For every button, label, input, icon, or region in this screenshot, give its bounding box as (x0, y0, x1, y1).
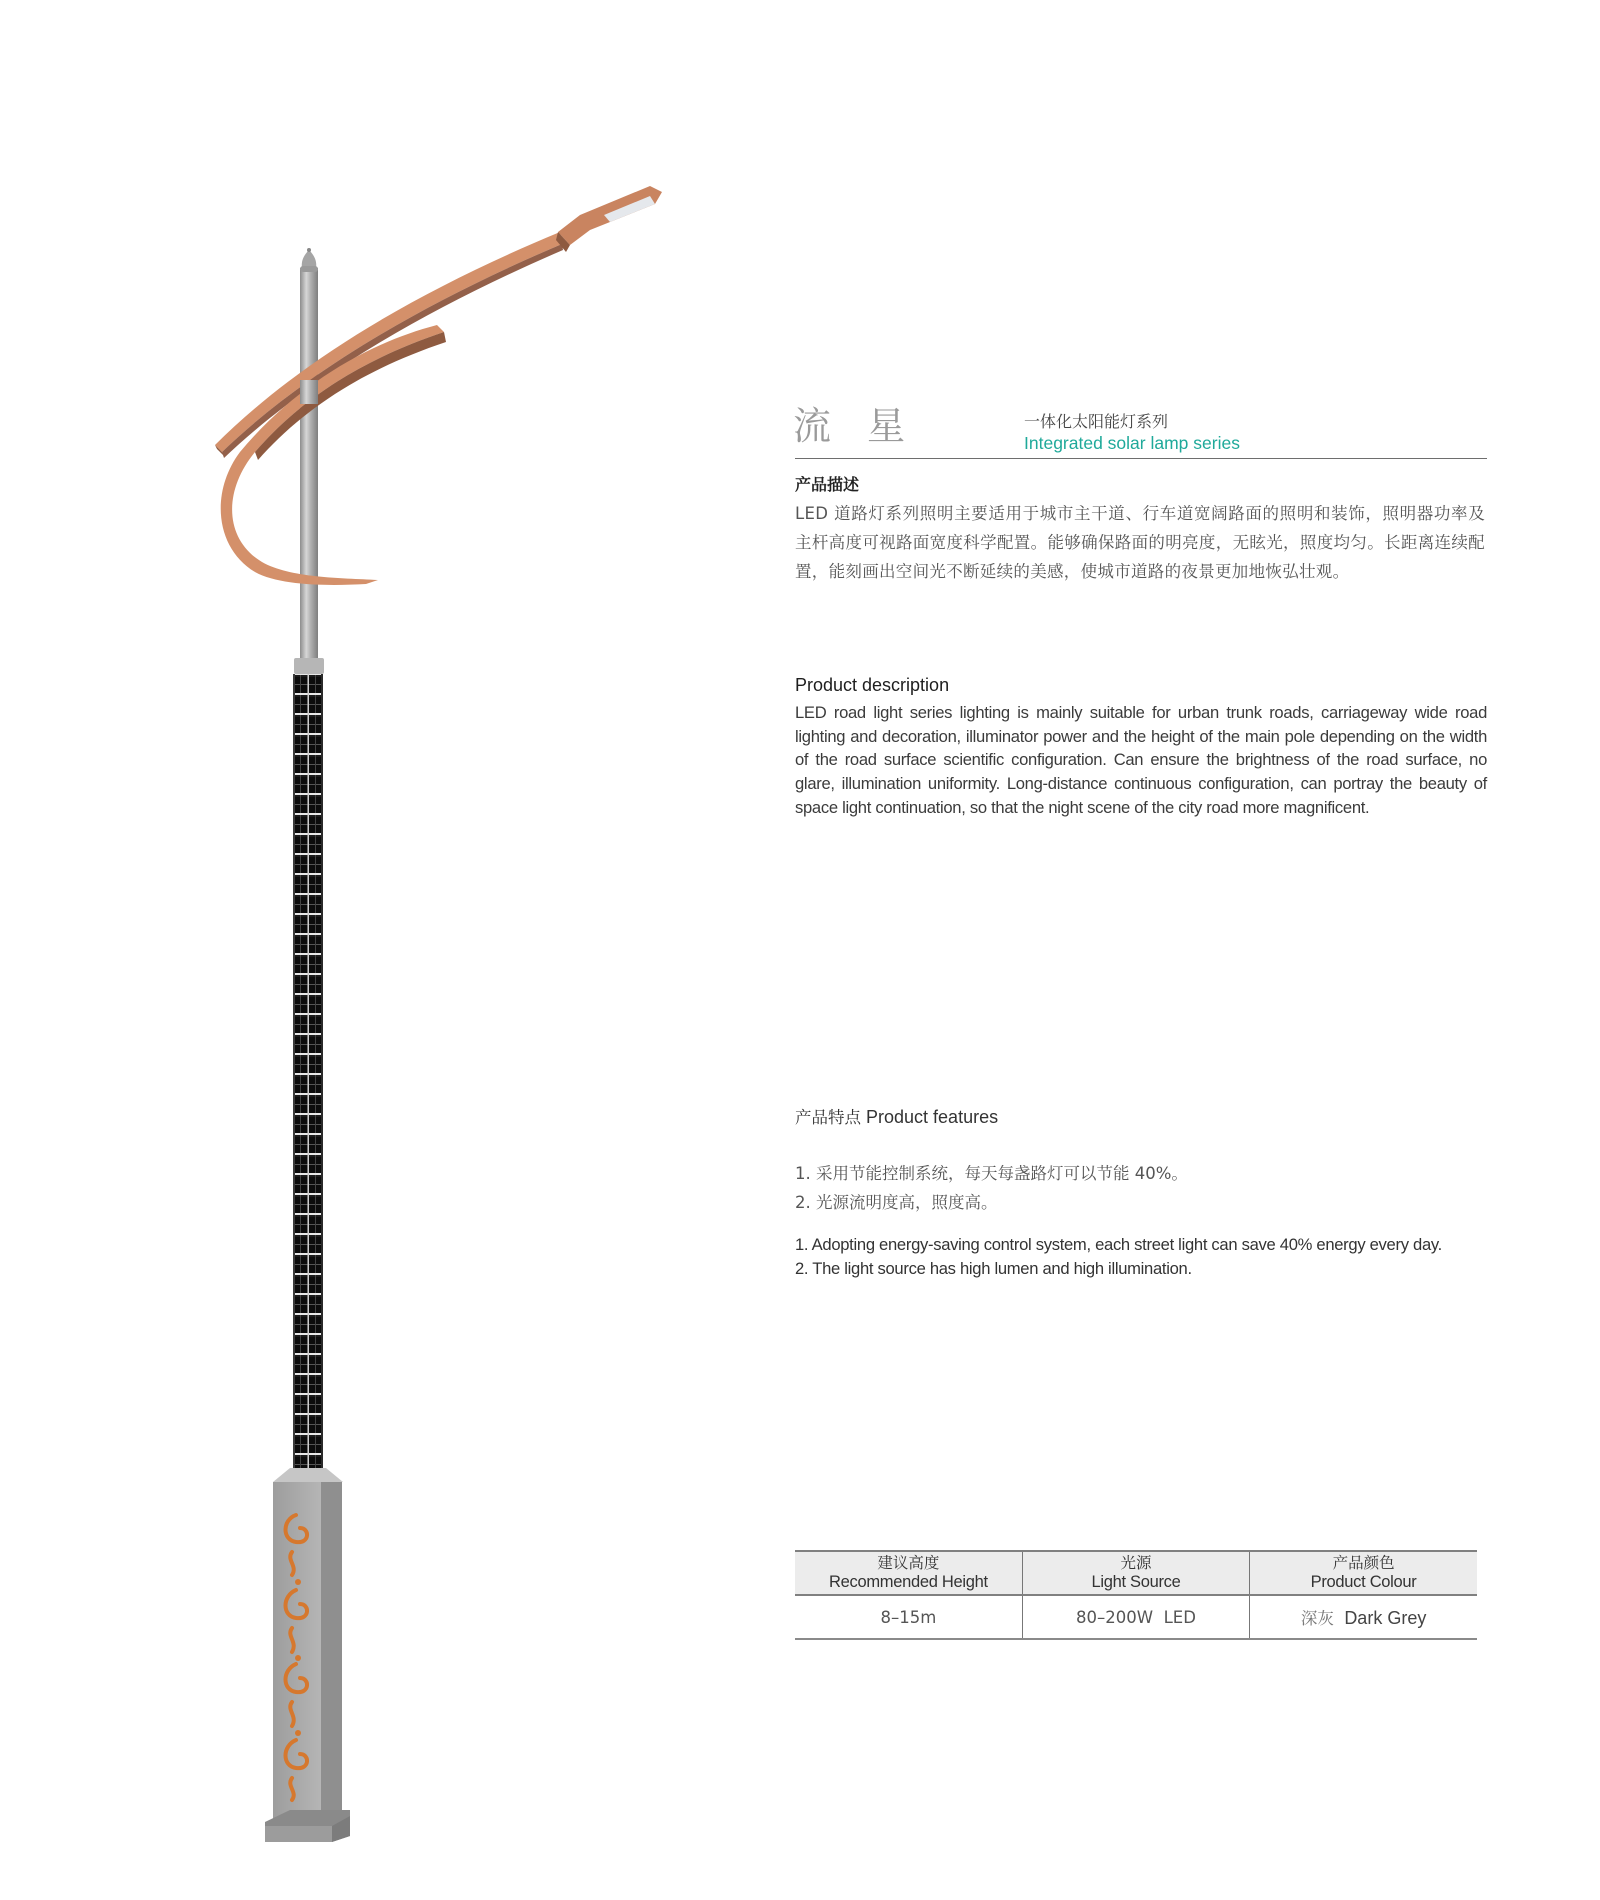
header-divider (795, 458, 1487, 459)
description-heading-en: Product description (795, 675, 950, 695)
column-header-en: Product Colour (1310, 1573, 1417, 1591)
table-row (795, 1595, 1477, 1639)
features-heading (795, 1106, 998, 1129)
pole-collar (294, 658, 324, 674)
column-header-cn: 建议高度 (877, 1554, 940, 1572)
features-heading-en: Product features (866, 1107, 999, 1127)
column-header-colour (1250, 1551, 1477, 1595)
cell-colour (1250, 1595, 1477, 1639)
column-header-en: Recommended Height (829, 1573, 988, 1591)
feature-item-cn: 1. 采用节能控制系统，每天每盏路灯可以节能 40%。 (795, 1164, 1188, 1183)
series-subtitle-cn: 一体化太阳能灯系列 (1024, 412, 1169, 431)
colour-en: Dark Grey (1344, 1608, 1427, 1628)
features-list-en (795, 1233, 1485, 1281)
decorative-base (265, 1468, 350, 1842)
column-header-cn: 产品颜色 (1332, 1554, 1395, 1572)
series-subtitle-en: Integrated solar lamp series (1024, 433, 1240, 453)
cell-light-source: 80–200W LED (1022, 1595, 1249, 1639)
spec-table (795, 1550, 1477, 1640)
solar-panel-column (293, 674, 323, 1469)
column-header-cn: 光源 (1120, 1554, 1152, 1572)
features-heading-cn: 产品特点 (795, 1108, 861, 1127)
decorative-arms (215, 186, 662, 585)
street-lamp-illustration (0, 0, 700, 1900)
features-list-cn (795, 1159, 1188, 1217)
feature-item-en: 2. The light source has high lumen and high illumination. (795, 1259, 1192, 1278)
feature-item-cn: 2. 光源流明度高，照度高。 (795, 1193, 998, 1212)
description-heading-cn: 产品描述 (795, 475, 860, 494)
column-header-height (795, 1551, 1022, 1595)
colour-cn: 深灰 (1300, 1609, 1334, 1628)
description-text-cn: LED 道路灯系列照明主要适用于城市主干道、行车道宽阔路面的照明和装饰，照明器功率及主杆高度可视路面宽度科学配置。能够确保路面的明亮度，无眩光，照度均匀。长距离连续配置，能刻画出空间光不断延续的美感，使城市道路的夜景更加地恢弘壮观。 (795, 504, 1485, 581)
cell-height: 8–15m (795, 1595, 1022, 1639)
description-text-en: LED road light series lighting is mainly suitable for urban trunk roads, carriageway wide road lighting and decoration, illuminator power and the height of the main pole depending on the width of the road surface scientific configuration. Can ensure the brightness of the road surface, no glare, illumination uniformity. Long-distance continuous configuration, can portray the beauty of space light continuation, so that the night scene of the city road more magnificent. (795, 703, 1487, 817)
feature-item-en: 1. Adopting energy-saving control system, each street light can save 40% energy every day. (795, 1235, 1442, 1254)
column-header-en: Light Source (1091, 1573, 1181, 1591)
product-title: 流 星 (793, 404, 918, 448)
column-header-light-source (1022, 1551, 1249, 1595)
upper-pole (300, 248, 318, 663)
